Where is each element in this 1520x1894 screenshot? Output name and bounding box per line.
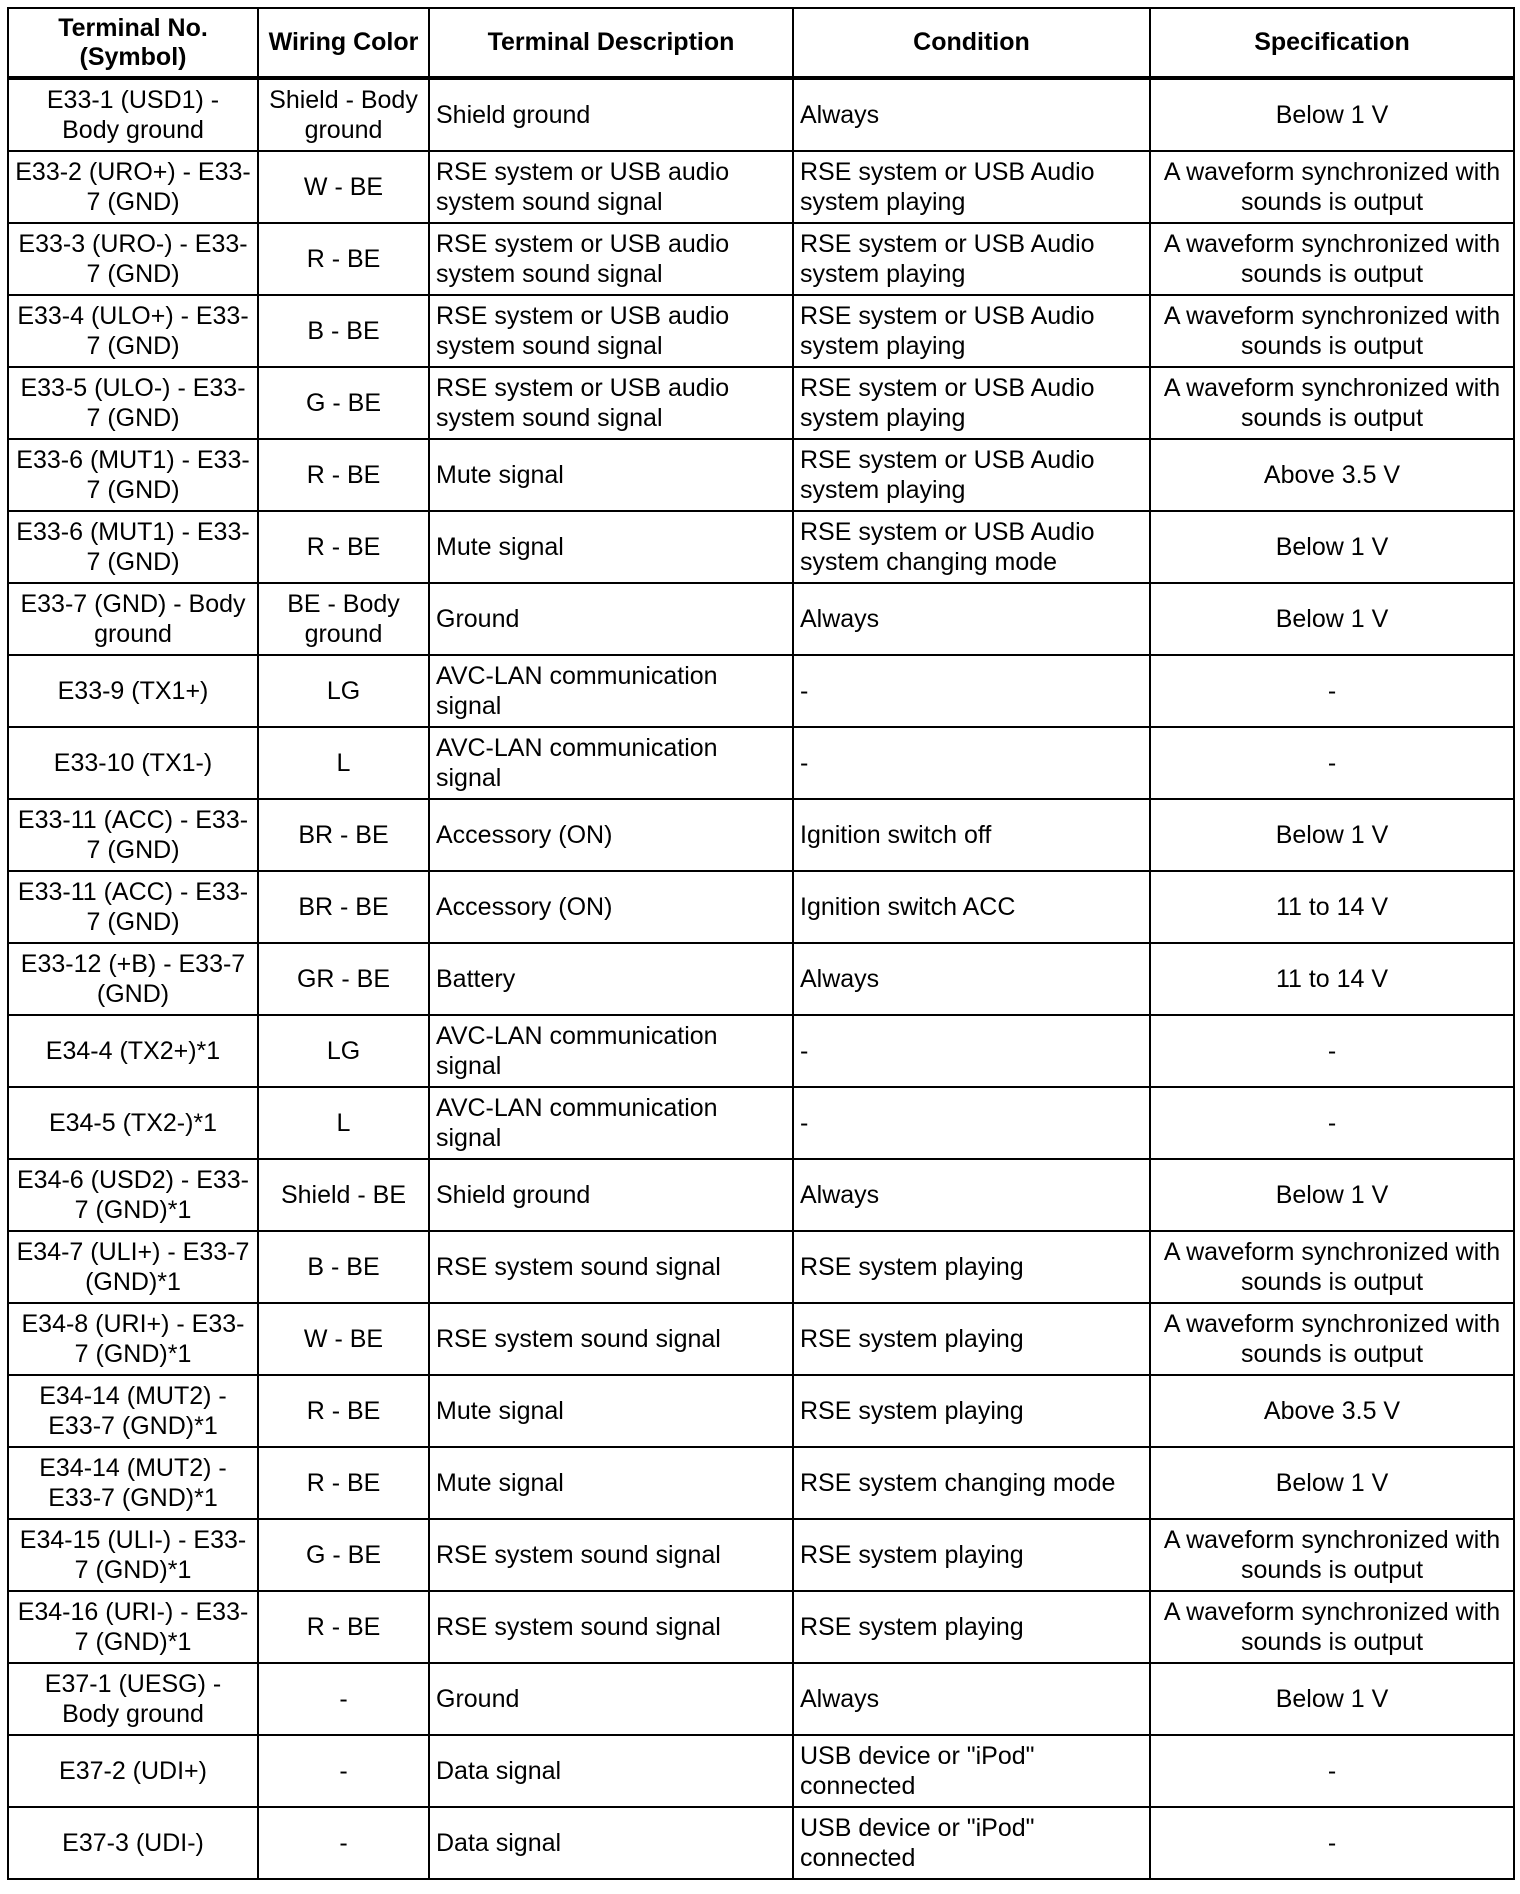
table-row [8, 655, 1514, 727]
description-cell: AVC-LAN communication signal [429, 727, 793, 799]
specification-cell: Above 3.5 V [1150, 1375, 1514, 1447]
wiring-color-cell: W - BE [258, 151, 429, 223]
condition-cell: RSE system changing mode [793, 1447, 1150, 1519]
terminal-cell: E37-2 (UDI+) [8, 1735, 258, 1807]
condition-cell: RSE system playing [793, 1303, 1150, 1375]
terminal-cell: E34-6 (USD2) - E33-7 (GND)*1 [8, 1159, 258, 1231]
table-row [8, 727, 1514, 799]
condition-cell: Always [793, 1663, 1150, 1735]
specification-cell: Below 1 V [1150, 78, 1514, 151]
description-cell: Battery [429, 943, 793, 1015]
wiring-color-cell: L [258, 1087, 429, 1159]
wiring-color-cell: B - BE [258, 1231, 429, 1303]
description-cell: RSE system sound signal [429, 1303, 793, 1375]
condition-cell: RSE system or USB Audio system playing [793, 439, 1150, 511]
terminal-cell: E33-11 (ACC) - E33-7 (GND) [8, 871, 258, 943]
wiring-color-cell: R - BE [258, 511, 429, 583]
table-row [8, 871, 1514, 943]
table-row [8, 943, 1514, 1015]
wiring-color-cell: Shield - Body ground [258, 78, 429, 151]
description-cell: Mute signal [429, 1447, 793, 1519]
wiring-color-cell: LG [258, 655, 429, 727]
terminal-cell: E33-4 (ULO+) - E33-7 (GND) [8, 295, 258, 367]
terminal-cell: E33-1 (USD1) - Body ground [8, 78, 258, 151]
wiring-color-cell: R - BE [258, 1447, 429, 1519]
terminal-cell: E34-5 (TX2-)*1 [8, 1087, 258, 1159]
table-row [8, 1231, 1514, 1303]
terminal-cell: E34-14 (MUT2) - E33-7 (GND)*1 [8, 1375, 258, 1447]
specification-cell: - [1150, 1807, 1514, 1879]
description-cell: Shield ground [429, 1159, 793, 1231]
condition-cell: Always [793, 78, 1150, 151]
condition-cell: - [793, 655, 1150, 727]
wiring-color-cell: R - BE [258, 1591, 429, 1663]
terminal-cell: E37-3 (UDI-) [8, 1807, 258, 1879]
specification-cell: Below 1 V [1150, 799, 1514, 871]
description-cell: RSE system sound signal [429, 1519, 793, 1591]
specification-cell: A waveform synchronized with sounds is output [1150, 295, 1514, 367]
table-row [8, 1735, 1514, 1807]
condition-cell: RSE system playing [793, 1231, 1150, 1303]
header-specification: Specification [1150, 8, 1514, 78]
description-cell: AVC-LAN communication signal [429, 655, 793, 727]
terminal-cell: E33-7 (GND) - Body ground [8, 583, 258, 655]
condition-cell: Always [793, 943, 1150, 1015]
wiring-color-cell: R - BE [258, 1375, 429, 1447]
table-row [8, 1663, 1514, 1735]
condition-cell: RSE system or USB Audio system playing [793, 223, 1150, 295]
condition-cell: USB device or "iPod" connected [793, 1807, 1150, 1879]
terminal-cell: E34-14 (MUT2) - E33-7 (GND)*1 [8, 1447, 258, 1519]
terminal-cell: E33-2 (URO+) - E33-7 (GND) [8, 151, 258, 223]
description-cell: Data signal [429, 1735, 793, 1807]
table-row [8, 295, 1514, 367]
specification-cell: - [1150, 655, 1514, 727]
specification-cell: 11 to 14 V [1150, 871, 1514, 943]
condition-cell: - [793, 1087, 1150, 1159]
terminal-cell: E33-3 (URO-) - E33-7 (GND) [8, 223, 258, 295]
description-cell: Ground [429, 1663, 793, 1735]
description-cell: AVC-LAN communication signal [429, 1087, 793, 1159]
condition-cell: RSE system or USB Audio system changing mode [793, 511, 1150, 583]
terminal-cell: E33-10 (TX1-) [8, 727, 258, 799]
table-row [8, 1447, 1514, 1519]
terminal-cell: E37-1 (UESG) - Body ground [8, 1663, 258, 1735]
header-row [8, 8, 1514, 78]
terminal-table [7, 7, 1515, 1880]
table-row [8, 1303, 1514, 1375]
wiring-color-cell: - [258, 1663, 429, 1735]
table-row [8, 367, 1514, 439]
description-cell: RSE system or USB audio system sound signal [429, 223, 793, 295]
wiring-color-cell: GR - BE [258, 943, 429, 1015]
wiring-color-cell: L [258, 727, 429, 799]
specification-cell: - [1150, 1735, 1514, 1807]
specification-cell: A waveform synchronized with sounds is output [1150, 151, 1514, 223]
wiring-color-cell: G - BE [258, 1519, 429, 1591]
description-cell: Data signal [429, 1807, 793, 1879]
specification-cell: Above 3.5 V [1150, 439, 1514, 511]
description-cell: Accessory (ON) [429, 799, 793, 871]
condition-cell: RSE system playing [793, 1375, 1150, 1447]
specification-cell: A waveform synchronized with sounds is output [1150, 367, 1514, 439]
description-cell: RSE system or USB audio system sound signal [429, 151, 793, 223]
specification-cell: 11 to 14 V [1150, 943, 1514, 1015]
specification-cell: Below 1 V [1150, 1447, 1514, 1519]
description-cell: Mute signal [429, 1375, 793, 1447]
wiring-color-cell: BE - Body ground [258, 583, 429, 655]
condition-cell: Ignition switch ACC [793, 871, 1150, 943]
condition-cell: Ignition switch off [793, 799, 1150, 871]
table-row [8, 1015, 1514, 1087]
terminal-cell: E34-7 (ULI+) - E33-7 (GND)*1 [8, 1231, 258, 1303]
wiring-color-cell: R - BE [258, 439, 429, 511]
description-cell: Ground [429, 583, 793, 655]
wiring-color-cell: R - BE [258, 223, 429, 295]
terminal-cell: E33-6 (MUT1) - E33-7 (GND) [8, 439, 258, 511]
table-body [8, 78, 1514, 1879]
terminal-cell: E33-9 (TX1+) [8, 655, 258, 727]
terminal-cell: E33-11 (ACC) - E33-7 (GND) [8, 799, 258, 871]
wiring-color-cell: LG [258, 1015, 429, 1087]
specification-cell: A waveform synchronized with sounds is output [1150, 1591, 1514, 1663]
table-row [8, 439, 1514, 511]
header-terminal-description: Terminal Description [429, 8, 793, 78]
table-row [8, 511, 1514, 583]
description-cell: Accessory (ON) [429, 871, 793, 943]
wiring-color-cell: - [258, 1807, 429, 1879]
wiring-color-cell: G - BE [258, 367, 429, 439]
condition-cell: USB device or "iPod" connected [793, 1735, 1150, 1807]
table-row [8, 1375, 1514, 1447]
wiring-color-cell: BR - BE [258, 799, 429, 871]
table-row [8, 151, 1514, 223]
description-cell: RSE system or USB audio system sound signal [429, 295, 793, 367]
specification-cell: Below 1 V [1150, 583, 1514, 655]
condition-cell: RSE system or USB Audio system playing [793, 295, 1150, 367]
condition-cell: - [793, 727, 1150, 799]
wiring-color-cell: W - BE [258, 1303, 429, 1375]
specification-cell: A waveform synchronized with sounds is output [1150, 1303, 1514, 1375]
wiring-color-cell: - [258, 1735, 429, 1807]
specification-cell: A waveform synchronized with sounds is output [1150, 1231, 1514, 1303]
table-row [8, 223, 1514, 295]
condition-cell: RSE system or USB Audio system playing [793, 151, 1150, 223]
specification-cell: Below 1 V [1150, 511, 1514, 583]
specification-cell: Below 1 V [1150, 1663, 1514, 1735]
header-wiring-color: Wiring Color [258, 8, 429, 78]
description-cell: Shield ground [429, 78, 793, 151]
terminal-cell: E33-6 (MUT1) - E33-7 (GND) [8, 511, 258, 583]
description-cell: Mute signal [429, 439, 793, 511]
condition-cell: RSE system playing [793, 1591, 1150, 1663]
specification-cell: A waveform synchronized with sounds is output [1150, 223, 1514, 295]
condition-cell: Always [793, 583, 1150, 655]
condition-cell: Always [793, 1159, 1150, 1231]
header-terminal: Terminal No. (Symbol) [8, 8, 258, 78]
description-cell: AVC-LAN communication signal [429, 1015, 793, 1087]
table-header [8, 8, 1514, 78]
terminal-cell: E34-8 (URI+) - E33-7 (GND)*1 [8, 1303, 258, 1375]
table-row [8, 583, 1514, 655]
specification-cell: - [1150, 727, 1514, 799]
specification-cell: - [1150, 1015, 1514, 1087]
table-row [8, 1807, 1514, 1879]
table-row [8, 78, 1514, 151]
terminal-cell: E34-15 (ULI-) - E33-7 (GND)*1 [8, 1519, 258, 1591]
terminal-cell: E33-12 (+B) - E33-7 (GND) [8, 943, 258, 1015]
description-cell: RSE system sound signal [429, 1591, 793, 1663]
table-row [8, 1159, 1514, 1231]
specification-cell: - [1150, 1087, 1514, 1159]
table-row [8, 799, 1514, 871]
table-row [8, 1087, 1514, 1159]
wiring-color-cell: B - BE [258, 295, 429, 367]
specification-cell: Below 1 V [1150, 1159, 1514, 1231]
specification-cell: A waveform synchronized with sounds is output [1150, 1519, 1514, 1591]
table-row [8, 1519, 1514, 1591]
condition-cell: RSE system playing [793, 1519, 1150, 1591]
terminal-cell: E33-5 (ULO-) - E33-7 (GND) [8, 367, 258, 439]
description-cell: Mute signal [429, 511, 793, 583]
header-condition: Condition [793, 8, 1150, 78]
table-row [8, 1591, 1514, 1663]
condition-cell: RSE system or USB Audio system playing [793, 367, 1150, 439]
description-cell: RSE system or USB audio system sound signal [429, 367, 793, 439]
terminal-cell: E34-4 (TX2+)*1 [8, 1015, 258, 1087]
wiring-color-cell: Shield - BE [258, 1159, 429, 1231]
description-cell: RSE system sound signal [429, 1231, 793, 1303]
wiring-color-cell: BR - BE [258, 871, 429, 943]
terminal-cell: E34-16 (URI-) - E33-7 (GND)*1 [8, 1591, 258, 1663]
condition-cell: - [793, 1015, 1150, 1087]
